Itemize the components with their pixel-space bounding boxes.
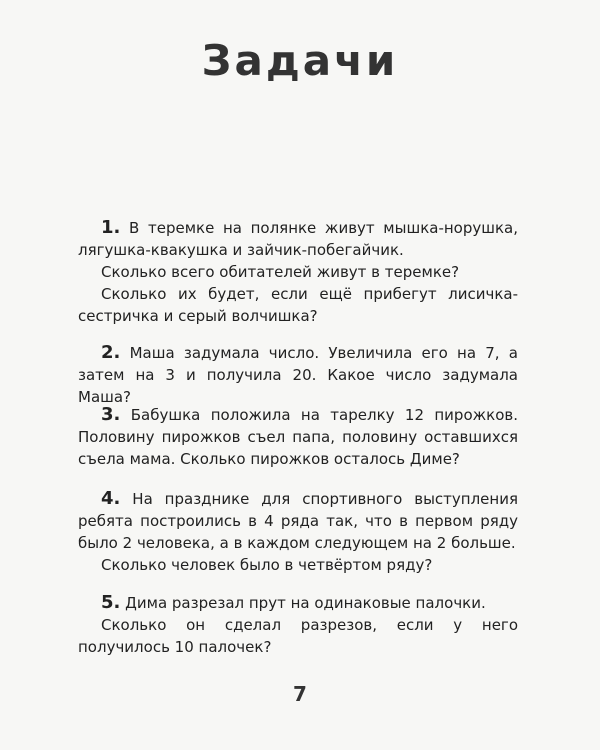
problem-2 [78,342,518,408]
problem-5 [78,592,518,658]
page-number: 7 [293,682,307,706]
problem-number: 3. [101,404,121,425]
problem-4 [78,488,518,576]
problem-paragraph [78,217,518,261]
problem-paragraph: Сколько всего обитателей живут в теремке? [101,263,460,281]
problem-number: 5. [101,592,121,613]
problem-number: 2. [101,342,121,363]
problem-paragraph: Сколько их будет, если ещё прибегут лисичка-сестричка и серый волчишка? [78,285,518,325]
problem-paragraph: Сколько он сделал разрезов, если у него получилось 10 палочек? [78,616,518,656]
problem-text: На празднике для спортивного выступления ребята построились в 4 ряда так, что в первом ряду было 2 человека, а в каждом следующем на 2 больше. [78,490,518,552]
problem-number: 1. [101,217,121,238]
problem-3 [78,404,518,470]
problem-paragraph [78,488,518,554]
problem-text: Бабушка положила на тарелку 12 пирожков. Половину пирожков съел папа, половину оставшихся съела мама. Сколько пирожков осталось Диме? [78,406,518,468]
problem-paragraph: Сколько человек было в четвёртом ряду? [101,556,433,574]
problem-text: Маша задумала число. Увеличила его на 7, а затем на 3 и получила 20. Какое число задумала Маша? [78,344,518,406]
problem-text: В теремке на полянке живут мышка-норушка, лягушка-квакушка и зайчик-побегайчик. [78,219,518,259]
problem-number: 4. [101,488,121,509]
problem-paragraph [78,342,518,408]
problem-text: Дима разрезал прут на одинаковые палочки. [125,594,486,612]
problem-1 [78,217,518,327]
problem-paragraph [78,404,518,470]
page-title: Задачи [201,36,399,85]
problem-paragraph [78,592,518,614]
